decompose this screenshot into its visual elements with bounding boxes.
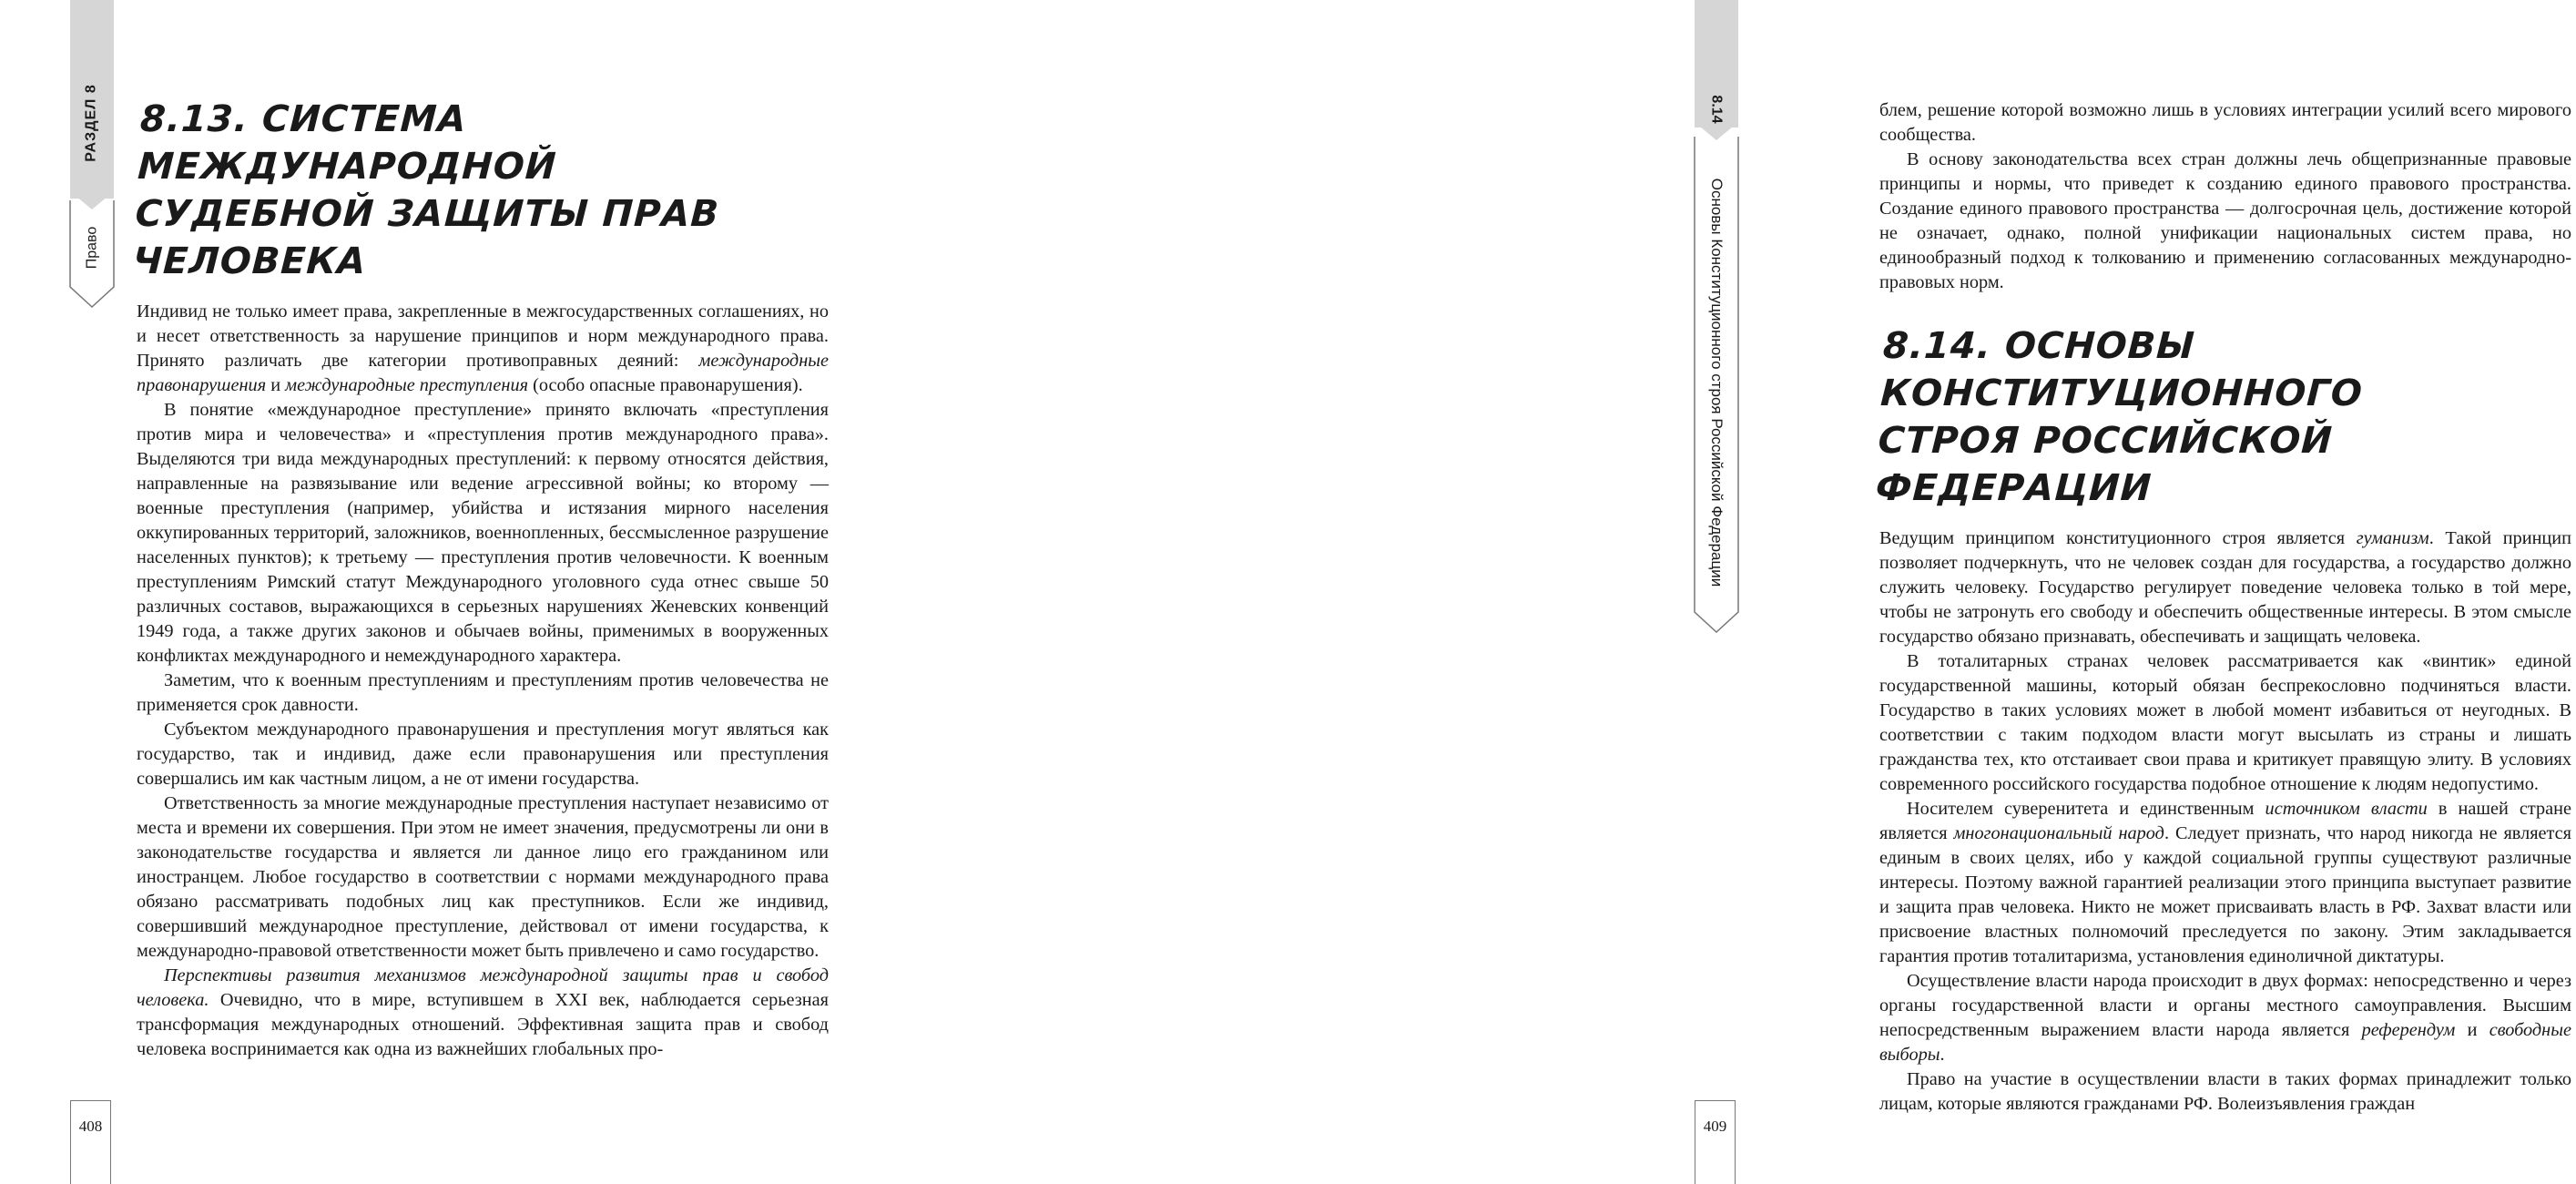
text-run: Носителем суверенитета и единственным <box>1907 799 2265 819</box>
emphasis-text: Перспективы развития механизмов международной защиты прав и свобод человека. <box>137 965 829 1010</box>
text-run: Субъектом международного правонарушения и преступления могут являться как государство, так и индивид, даже если правонарушения или преступления совершались им как частным лицом, а не от имени государства. <box>137 720 829 789</box>
text-run: (особо опасные правонарушения). <box>528 375 803 395</box>
section-heading <box>1875 322 2576 512</box>
paragraph <box>137 791 829 964</box>
right-page <box>899 0 2572 1184</box>
left-page <box>0 0 899 1184</box>
text-run: Очевидно, что в мире, вступившем в XXI век, наблюдается серьезная трансформация международных отношений. Эффективная защита прав и свобод человека воспринимается как одна из важнейших глобальных про- <box>137 990 829 1059</box>
text-run: Право на участие в осуществлении власти в таких формах принадлежит только лицам, которые являются гражданами РФ. Волеизъявления граждан <box>1879 1069 2571 1114</box>
paragraph <box>1879 1067 2571 1117</box>
text-run: Заметим, что к военным преступлениям и преступлениям против человечества не применяется срок давности. <box>137 670 829 715</box>
left-column <box>131 96 829 1062</box>
section-label: 8.14 <box>1708 95 1725 124</box>
right-intro-text <box>1879 98 2571 295</box>
paragraph <box>137 300 829 398</box>
paragraph <box>137 718 829 791</box>
heading-line: 8.13. СИСТЕМА МЕЖДУНАРОДНОЙ <box>137 98 558 188</box>
emphasis-text: референдум <box>2361 1020 2456 1040</box>
section-label: РАЗДЕЛ 8 <box>84 84 100 162</box>
paragraph <box>137 669 829 718</box>
paragraph <box>1879 98 2571 148</box>
page-number-box <box>1695 1100 1736 1184</box>
text-run: . Такой принцип позволяет подчеркнуть, что не человек создан для государства, а государство должно служить человеку. Государство регулирует поведение человека только в той мере, чтобы не затронуть его свободу и обеспечить общественные интересы. В этом смысле государство обязано признавать, обеспечивать и защищать человека. <box>1879 528 2571 647</box>
right-column <box>1874 98 2572 1117</box>
paragraph <box>1879 649 2571 797</box>
text-run: Осуществление власти народа происходит в двух формах: непосредственно и через органы государственной власти и органы местного самоуправления. Высшим непосредственным выражением власти народа является <box>1879 971 2571 1040</box>
text-run: в нашей стране является <box>1879 799 2572 843</box>
heading-line: СТРОЯ РОССИЙСКОЙ ФЕДЕРАЦИИ <box>1874 420 2335 509</box>
paragraph <box>1879 526 2571 649</box>
text-run: Индивид не только имеет права, закрепленные в межгосударственных соглашениях, но и несет ответственность за нарушение принципов и норм международного права. Принято различать две категории противоправных деяний: <box>137 301 829 371</box>
paragraph <box>137 964 829 1062</box>
paragraph <box>137 398 829 669</box>
text-run: . Следует признать, что народ никогда не является единым в своих целях, ибо у каждой социальной группы существуют различные интересы. Поэтому важной гарантией реализации этого принципа выступает развитие и защита прав человека. Никто не может присваивать власть в РФ. Захват власти или присвоение властных полномочий преследуется по закону. Этим закладывается гарантия против тоталитаризма, установления единоличной диктатуры. <box>1879 823 2571 966</box>
paragraph <box>1879 797 2571 969</box>
text-run: В основу законодательства всех стран должны лечь общепризнанные правовые принципы и нормы, что приведет к созданию единого правового пространства. Создание единого правового пространства — долгосрочная цель, достижение которой не означает, однако, полной унификации национальных систем права, но единообразный подход к толкованию и применению согласованных международно-правовых норм. <box>1879 149 2571 292</box>
text-run: В тоталитарных странах человек рассматривается как «винтик» единой государственной машины, который обязан беспрекословно подчиняться власти. Государство в таких условиях может в любой момент избавиться от неугодных. В соответствии с таким подходом власти могут высылать из страны и лишать гражданства тех, кто отстаивает свои права и критикует правящую элиту. В условиях современного российского государства подобное отношение к людям недопустимо. <box>1879 651 2571 794</box>
subject-label: Основы Конституционного строя Российской Федерации <box>1708 178 1726 587</box>
text-run: В понятие «международное преступление» принято включать «преступления против мира и человечества» и «преступления против международного права». Выделяются три вида международных преступлений: к первому относятся действия, направленные на развязывание или ведение агрессивной войны; ко второму — военные преступления (например, убийства и истязания мирного населения оккупированных территорий, заложников, военнопленных, бессмысленное разрушение населенных пунктов); к третьему — преступления против человечности. К военным преступлениям Римский статут Международного уголовного суда отнес свыше 50 различных составов, выражающихся в серьезных нарушениях Женевских конвенций 1949 года, а также других законов и обычаев войны, применимых в вооруженных конфликтах международного и немеждународного характера. <box>137 400 829 666</box>
heading-line: 8.14. ОСНОВЫ КОНСТИТУЦИОННОГО <box>1879 325 2365 414</box>
paragraph <box>1879 969 2571 1067</box>
emphasis-text: международные преступления <box>285 375 529 395</box>
heading-line: ЧЕЛОВЕКА <box>131 240 368 282</box>
emphasis-text: гуманизм <box>2356 528 2429 548</box>
page-number-box <box>70 1100 111 1184</box>
text-run: Ответственность за многие международные преступления наступает независимо от места и времени их совершения. При этом не имеет значения, предусмотрены ли они в законодательстве государства и является ли данное лицо его гражданином или иностранцем. Любое государство в соответствии с нормами международного права обязано рассматривать подобных лиц как преступников. Если же индивид, совершивший международное преступление, действовал от имени государства, к международно-правовой ответственности может быть привлечено и само государство. <box>137 793 829 961</box>
left-body-text <box>137 300 829 1062</box>
paragraph <box>1879 148 2571 295</box>
page-number: 409 <box>1703 1118 1727 1135</box>
subject-label: Право <box>83 226 99 270</box>
text-run: . <box>1940 1045 1945 1065</box>
emphasis-text: международные правонарушения <box>137 351 829 395</box>
page-number: 408 <box>78 1118 103 1135</box>
emphasis-text: многонациональный народ <box>1953 823 2164 843</box>
text-run: и <box>2455 1020 2489 1040</box>
section-heading <box>132 96 834 285</box>
text-run: и <box>266 375 286 395</box>
heading-line: СУДЕБНОЙ ЗАЩИТЫ ПРАВ <box>134 193 721 235</box>
emphasis-text: свободные выборы <box>1879 1020 2571 1065</box>
text-run: блем, решение которой возможно лишь в условиях интеграции усилий всего мирового сообщества. <box>1879 100 2571 145</box>
text-run: Ведущим принципом конституционного строя является <box>1879 528 2357 548</box>
right-body-text <box>1879 526 2571 1117</box>
emphasis-text: источником власти <box>2265 799 2428 819</box>
